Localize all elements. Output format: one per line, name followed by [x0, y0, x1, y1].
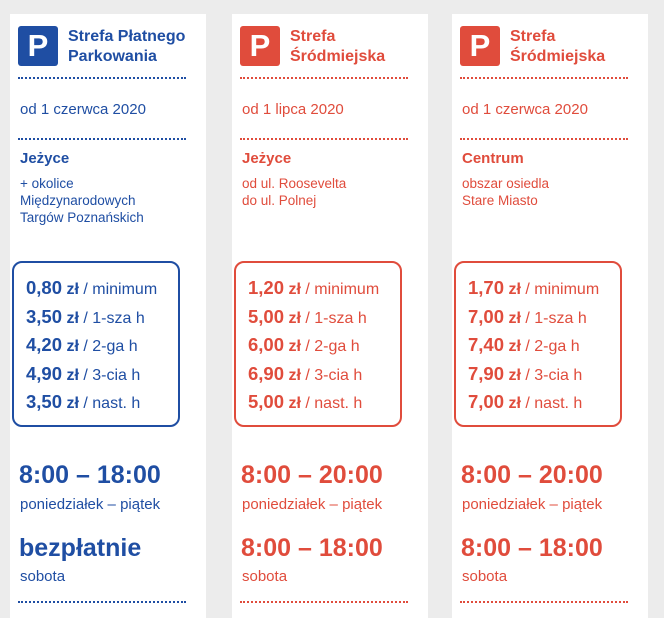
zone-name: Strefa Płatnego Parkowania: [68, 28, 186, 65]
divider: [240, 77, 408, 79]
divider: [240, 601, 408, 603]
weekday-label: poniedziałek – piątek: [242, 496, 383, 513]
saturday-hours: 8:00 – 18:00: [461, 534, 603, 562]
start-date: od 1 lipca 2020: [242, 101, 344, 118]
parking-p-icon: P: [240, 26, 280, 66]
price-list: [12, 261, 180, 427]
weekday-label: poniedziałek – piątek: [20, 496, 161, 513]
saturday-label: sobota: [242, 568, 288, 585]
area-description: od ul. Roosevelta do ul. Polnej: [242, 176, 347, 208]
district: Jeżyce: [20, 150, 70, 167]
price-list: [454, 261, 622, 427]
price-row: 5,00 zł / nast. h: [248, 391, 363, 412]
saturday-hours: 8:00 – 18:00: [241, 534, 383, 562]
weekday-hours: 8:00 – 20:00: [461, 461, 603, 489]
price-row: 6,90 zł / 3-cia h: [248, 362, 363, 384]
price-row: 5,00 zł / 1-sza h: [248, 305, 367, 327]
zone-card-spp: [10, 14, 206, 618]
price-row: 6,00 zł / 2-ga h: [248, 334, 360, 355]
price-row: 7,40 zł / 2-ga h: [468, 334, 580, 355]
zone-card-sss-jezyce: [232, 14, 428, 618]
saturday-label: sobota: [462, 568, 508, 585]
parking-p-icon: P: [460, 26, 500, 66]
zone-name: Strefa Śródmiejska: [290, 28, 386, 65]
divider: [460, 77, 628, 79]
divider: [18, 77, 186, 79]
start-date: od 1 czerwca 2020: [20, 101, 146, 118]
start-date: od 1 czerwca 2020: [462, 101, 588, 118]
divider: [18, 138, 186, 140]
weekday-label: poniedziałek – piątek: [462, 496, 603, 513]
weekday-hours: 8:00 – 20:00: [241, 461, 383, 489]
saturday-label: sobota: [20, 568, 66, 585]
price-row: 4,20 zł / 2-ga h: [26, 334, 138, 355]
area-description: + okolice Międzynarodowych Targów Poznańskich: [20, 176, 144, 225]
price-row: 3,50 zł / 1-sza h: [26, 305, 145, 327]
price-row: 1,70 zł / minimum: [468, 277, 600, 298]
price-row: 4,90 zł / 3-cia h: [26, 362, 141, 384]
district: Centrum: [462, 150, 524, 167]
price-row: 7,00 zł / 1-sza h: [468, 305, 587, 327]
divider: [240, 138, 408, 140]
price-list: [234, 261, 402, 427]
district: Jeżyce: [242, 150, 292, 167]
zone-card-sss-centrum: [452, 14, 648, 618]
price-row: 0,80 zł / minimum: [26, 277, 158, 298]
divider: [460, 601, 628, 603]
divider: [18, 601, 186, 603]
price-row: 7,00 zł / nast. h: [468, 391, 583, 412]
price-row: 7,90 zł / 3-cia h: [468, 362, 583, 384]
divider: [460, 138, 628, 140]
price-row: 3,50 zł / nast. h: [26, 391, 141, 412]
weekday-hours: 8:00 – 18:00: [19, 461, 161, 489]
price-row: 1,20 zł / minimum: [248, 277, 380, 298]
area-description: obszar osiedla Stare Miasto: [462, 176, 550, 208]
saturday-hours: bezpłatnie: [19, 534, 142, 562]
parking-p-icon: P: [18, 26, 58, 66]
zone-name: Strefa Śródmiejska: [510, 28, 606, 65]
